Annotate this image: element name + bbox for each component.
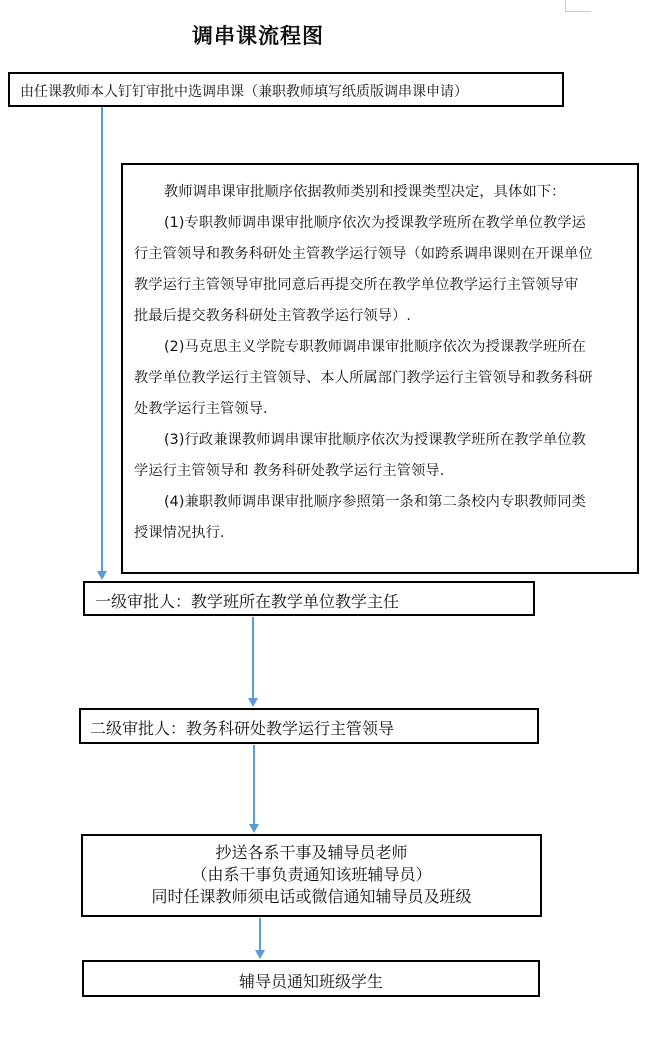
rules-line: (1)专职教师调串课审批顺序依次为授课教学班所在教学单位教学运 [164,215,586,231]
arrow-level1-to-level2 [248,617,258,707]
level2-approver-text: 二级审批人：教务科研处教学运行主管领导 [90,719,395,738]
rules-line: 批最后提交教务科研处主管教学运行领导）. [134,308,412,324]
final-step-text: 辅导员通知班级学生 [238,972,383,991]
arrow-head-icon [97,571,107,580]
cc-line: 抄送各系干事及辅导员老师 [215,843,408,862]
rules-intro: 教师调串课审批顺序依据教师类别和授课类型决定，具体如下： [164,184,566,200]
cc-line: 同时任课教师须电话或微信通知辅导员及班级 [151,887,472,906]
rules-line: 处教学运行主管领导. [134,401,268,417]
arrow-start-to-level1 [97,107,107,580]
arrow-head-icon [248,698,258,707]
arrow-head-icon [249,824,259,833]
rules-line: 授课情况执行. [134,525,225,541]
rules-line: 教学运行主管领导审批同意后再提交所在教学单位教学运行主管领导审 [134,277,579,293]
rules-line: 学运行主管领导和 教务科研处教学运行主管领导. [134,463,445,479]
rules-line: 教学单位教学运行主管领导、本人所属部门教学运行主管领导和教务科研 [134,370,593,386]
start-step-text: 由任课教师本人钉钉审批中选调串课（兼职教师填写纸质版调串课申请） [20,84,468,100]
rules-line: (4)兼职教师调串课审批顺序参照第一条和第二条校内专职教师同类 [164,494,586,510]
rules-line: (2)马克思主义学院专职教师调串课审批顺序依次为授课教学班所在 [164,339,586,355]
arrow-cc-to-final [255,918,265,959]
rules-line: 行主管领导和教务科研处主管教学运行领导（如跨系调串课则在开课单位 [134,246,593,262]
arrow-level2-to-cc [249,745,259,833]
level1-approver-text: 一级审批人：教学班所在教学单位教学主任 [95,592,400,611]
page-title: 调串课流程图 [192,24,324,48]
rules-line: (3)行政兼课教师调串课审批顺序依次为授课教学班所在教学单位教 [164,432,586,448]
arrow-head-icon [255,950,265,959]
cc-line: （由系干事负责通知该班辅导员） [191,865,432,884]
